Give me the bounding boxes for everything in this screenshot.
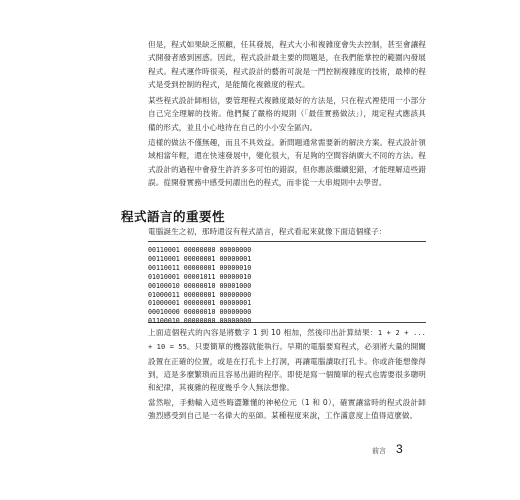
paragraph-5 bbox=[148, 326, 426, 394]
paragraph-text: 這樣的做法不僅無趣，而且不具效益。新問題通常需要新的解決方案。程式設計領域相當年輕，還在快速發展中，變化很大，有足夠的空間容納廣大不同的方法。程式設計的過程中會發生許許多多可怕的錯誤，但你應該繼續犯錯，才能理解這些錯誤。從開發實務中感受何謂出色的程式，而非從一大串規則中去學習。 bbox=[148, 138, 426, 187]
paragraph-text: 某些程式設計師相信，要管理程式複雜度最好的方法是，只在程式裡使用一小部分自己完全理解的技術。他們擬了嚴格的規則（「最佳實務做法」），規定程式應該具備的形式，並且小心地待在自己的小小安全區內。 bbox=[148, 96, 426, 132]
code-line: 01000001 00000001 00000001 bbox=[148, 299, 252, 308]
code-line: 00110001 00000001 00000001 bbox=[148, 254, 252, 263]
paragraph-text-part: 上面這個程式的內容是將數字 1 到 10 相加，然後印出計算結果： bbox=[148, 328, 378, 337]
page-number: 3 bbox=[396, 442, 403, 456]
code-line: 00010000 00000010 00000000 bbox=[148, 308, 252, 317]
paragraph-text: 但是，程式如果缺乏照顧，任其發展，程式大小和複雜度會失去控制，甚至會讓程式開發者感到困惑。因此，程式設計最主要的問題是，在我們能掌控的範圍內發展程式。程式運作時很美，程式設計的藝術可說是一門控制複雜度的技術，最棒的程式是受到控制的程式，是能簡化複雜度的程式。 bbox=[148, 40, 426, 89]
code-line: 01010001 00001011 00000010 bbox=[148, 272, 252, 281]
paragraph-4 bbox=[148, 225, 426, 238]
code-line: 00110011 00000001 00000010 bbox=[148, 263, 252, 272]
inline-code: 1 + 2 + ... + 10 = 55 bbox=[148, 329, 426, 352]
paragraph-2 bbox=[148, 94, 426, 134]
paragraph-text: 當然啦，手動輸入這些晦澀難懂的神秘位元（1 和 0），確實讓當時的程式設計師強烈感受到自己是一名偉大的巫師。某種程度來說，工作滿意度上值得這麼做。 bbox=[148, 398, 426, 421]
code-line: 00100010 00000010 00001000 bbox=[148, 281, 252, 290]
footer-label: 前言 bbox=[372, 447, 386, 455]
paragraph-3 bbox=[148, 136, 426, 189]
code-listing bbox=[148, 242, 426, 326]
paragraph-6 bbox=[148, 396, 426, 423]
code-line: 01000011 00000001 00000000 bbox=[148, 290, 252, 299]
paragraph-text-part: 。只要簡單的機器就能執行。早期的電腦要寫程式，必須將大量的開關設置在正確的位置，或是在打孔卡上打洞，再讓電腦讀取打孔卡。你或許能想像得到，這是多麼繁瑣而且容易出錯的程序。即使是寫一個簡單的程式也需要很多聰明和紀律，其複雜的程度幾乎令人無法想像。 bbox=[148, 342, 426, 393]
code-listing-box bbox=[148, 241, 426, 326]
section-heading: 程式語言的重要性 bbox=[121, 209, 226, 224]
paragraph-text bbox=[148, 326, 426, 394]
paragraph-1 bbox=[148, 38, 426, 91]
paragraph-text: 電腦誕生之初，那時還沒有程式語言，程式看起來就像下面這個樣子： bbox=[148, 227, 387, 236]
page-footer bbox=[372, 442, 403, 456]
code-line: 00110001 00000000 00000000 bbox=[148, 246, 252, 254]
code-line: 01100010 00000000 00000000 bbox=[148, 317, 252, 326]
